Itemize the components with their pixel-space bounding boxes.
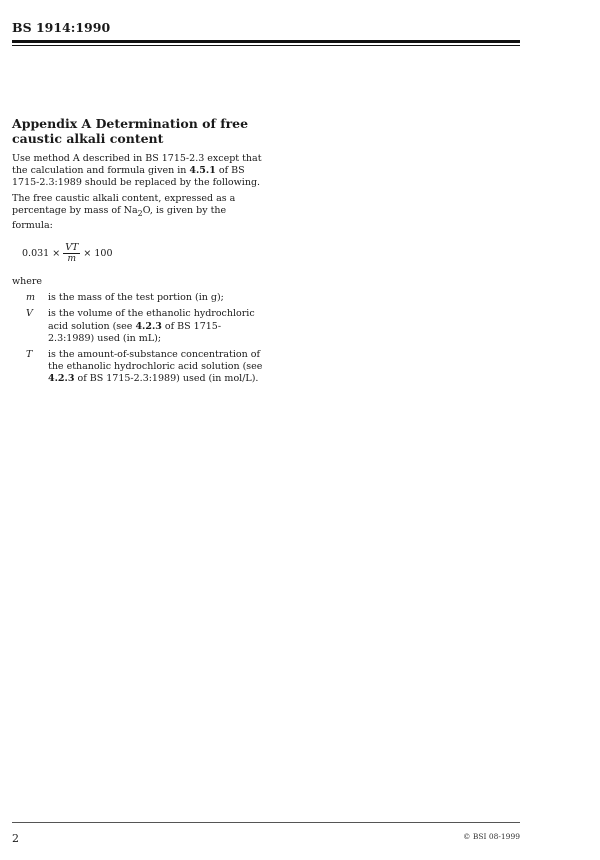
header-rule-thick xyxy=(12,40,520,43)
definition-m xyxy=(12,292,264,304)
clause-ref: 4.5.1 xyxy=(189,165,216,177)
method-text-end: of BS 1715-2.3:1989 should be replaced by the following. xyxy=(12,165,261,189)
appendix-heading: Appendix A Determination of free caustic alkali content xyxy=(12,116,249,146)
definition-symbol: m xyxy=(26,292,36,304)
definition-text: is the mass of the test portion (in g); xyxy=(48,292,224,304)
definition-symbol: V xyxy=(26,308,33,320)
definition-list xyxy=(12,292,264,385)
subscript-two: 2 xyxy=(137,208,143,218)
formula-intro-paragraph xyxy=(12,193,264,233)
method-text-start: Use method A described in BS 1715-2.3 except that the calculation and formula given in xyxy=(12,153,262,177)
formula-denominator: m xyxy=(67,253,77,264)
definition-t xyxy=(12,349,264,386)
formula-intro-start: The free caustic alkali content, expressed as a percentage by mass of Na xyxy=(12,192,236,216)
appendix-content xyxy=(12,116,264,390)
footer-rule xyxy=(12,822,520,823)
definition-text: is the volume of the ethanolic hydrochloric acid solution (see 4.2.3 of BS 1715-2.3:1989) used (in mL); xyxy=(48,308,255,344)
method-paragraph xyxy=(12,153,264,190)
definition-v xyxy=(12,308,264,345)
page-number: 2 xyxy=(12,832,19,845)
definition-symbol: T xyxy=(26,348,33,360)
clause-ref: 4.2.3 xyxy=(135,320,162,332)
formula-coefficient: 0.031 × xyxy=(22,247,61,259)
formula-tail: × 100 xyxy=(83,247,113,259)
document-id: BS 1914:1990 xyxy=(12,20,111,35)
header-rule-thin xyxy=(12,45,520,46)
definition-text: is the amount-of-substance concentration of the ethanolic hydrochloric acid solution (see 4.2.3 of BS 1715-2.3:1989) used (in mol/L). xyxy=(48,348,263,385)
copyright-notice: © BSI 08-1999 xyxy=(462,832,520,841)
formula-intro-end: O, is given by the formula: xyxy=(12,204,227,231)
formula xyxy=(22,240,264,266)
formula-fraction xyxy=(63,242,80,265)
clause-ref: 4.2.3 xyxy=(48,373,75,385)
formula-numerator: VT xyxy=(65,241,79,253)
where-label: where xyxy=(12,276,43,288)
